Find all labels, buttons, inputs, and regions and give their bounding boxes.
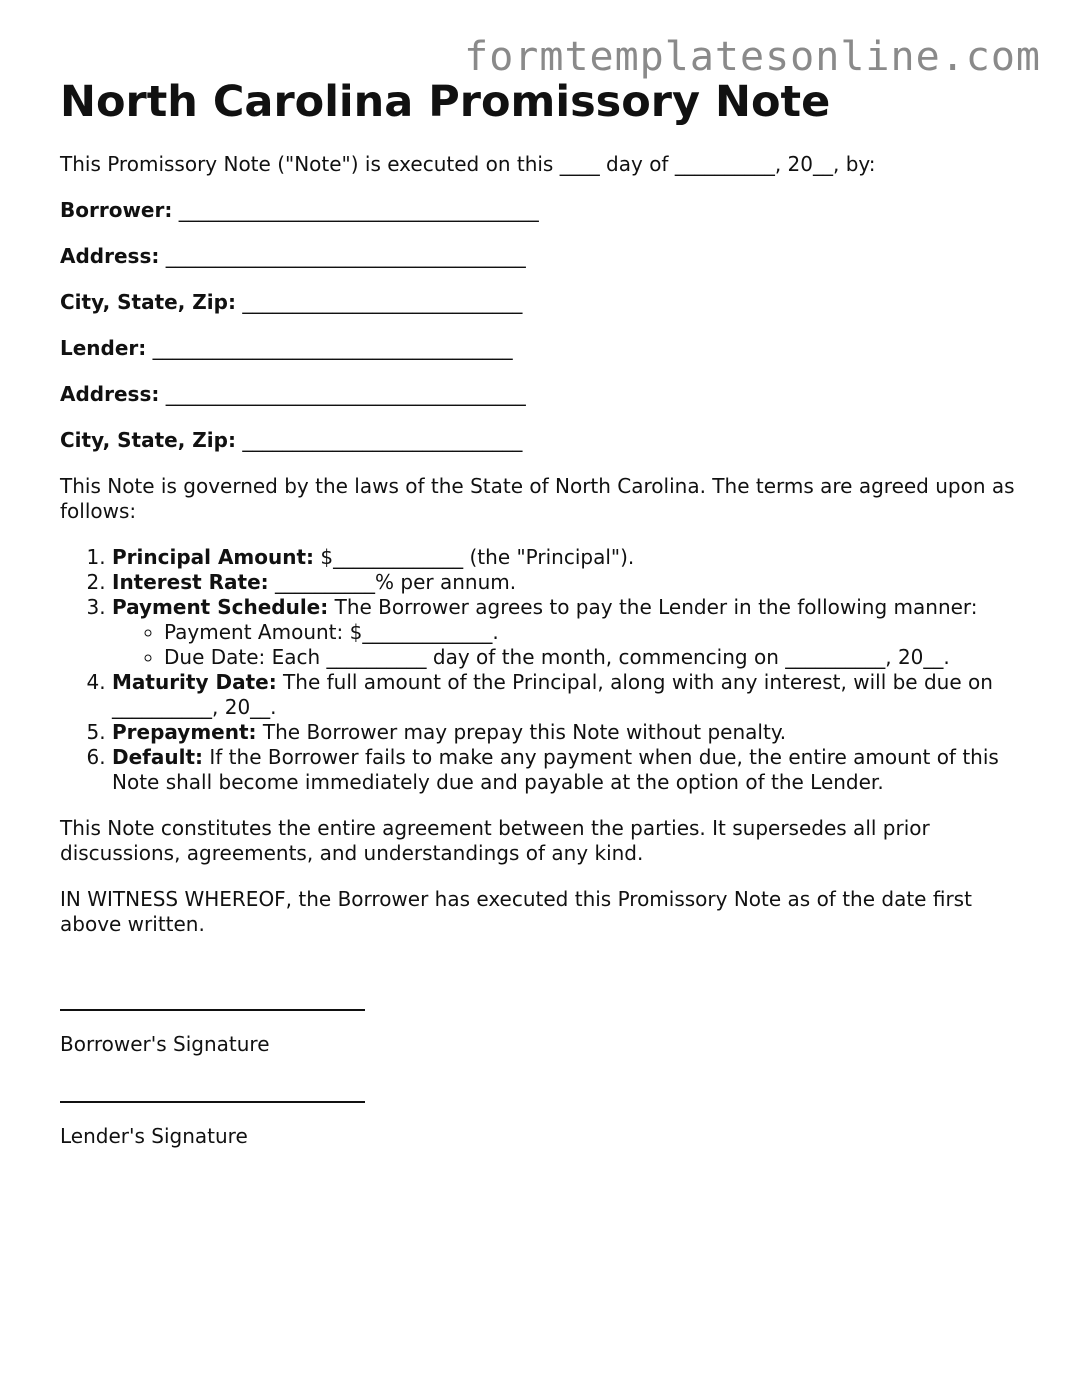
blank-line: ____________________________ [242,290,523,314]
term-label: Payment Schedule: [112,595,329,619]
party-lender-address-field [60,382,1020,407]
field-label: City, State, Zip: [60,290,236,314]
term-text: $_____________ (the "Principal"). [314,545,635,569]
term-item [112,720,1020,745]
field-label: Lender: [60,336,147,360]
document-title: North Carolina Promissory Note [60,77,831,127]
borrower-signature-line [60,1009,365,1011]
party-borrower-field [60,198,1020,223]
lender-signature-line [60,1101,365,1103]
field-label: Borrower: [60,198,173,222]
term-text: The Borrower may prepay this Note without penalty. [256,720,787,744]
blank-line: ____________________________________ [165,382,526,406]
blank-line: ____________________________________ [178,198,539,222]
party-borrower-city-field [60,290,1020,315]
field-label: Address: [60,382,160,406]
party-lender-field [60,336,1020,361]
field-label: City, State, Zip: [60,428,236,452]
term-text: The full amount of the Principal, along with any interest, will be due on __________, 20__. [112,670,993,719]
blank-line: ____________________________________ [165,244,526,268]
governing-paragraph: This Note is governed by the laws of the State of North Carolina. The terms are agreed upon as follows: [60,474,1015,523]
schedule-item: ◦ Payment Amount: $_____________. [164,620,1020,645]
witness-paragraph: IN WITNESS WHEREOF, the Borrower has executed this Promissory Note as of the date first above written. [60,887,972,936]
term-label: Default: [112,745,204,769]
term-text: If the Borrower fails to make any payment when due, the entire amount of this Note shall become immediately due and payable at the option of the Lender. [112,745,999,794]
term-item [112,595,1020,670]
term-label: Maturity Date: [112,670,277,694]
schedule-list [112,620,1020,670]
entire-agreement-paragraph: This Note constitutes the entire agreement between the parties. It supersedes all prior discussions, agreements, and understandings of any kind. [60,816,930,865]
party-borrower-address-field [60,244,1020,269]
intro-paragraph: This Promissory Note ("Note") is executed on this ____ day of __________, 20__, by: [60,152,876,176]
term-item [112,545,1020,570]
term-text: __________% per annum. [268,570,517,594]
lender-signature-label: Lender's Signature [60,1124,248,1148]
term-item [112,570,1020,595]
term-label: Interest Rate: [112,570,269,594]
schedule-item: ◦ Due Date: Each __________ day of the month, commencing on __________, 20__. [164,645,1020,670]
borrower-signature-label: Borrower's Signature [60,1032,270,1056]
party-lender-city-field [60,428,1020,453]
watermark-text: formtemplatesonline.com [464,34,1041,80]
document-body [60,152,1020,958]
blank-line: ____________________________________ [152,336,513,360]
term-item [112,670,1020,720]
term-text: The Borrower agrees to pay the Lender in the following manner: [328,595,978,619]
blank-line: ____________________________ [242,428,523,452]
term-label: Prepayment: [112,720,257,744]
term-label: Principal Amount: [112,545,315,569]
terms-list [60,545,1020,795]
lender-signature-block [60,1101,365,1103]
term-item [112,745,1020,795]
borrower-signature-block [60,1009,365,1011]
field-label: Address: [60,244,160,268]
